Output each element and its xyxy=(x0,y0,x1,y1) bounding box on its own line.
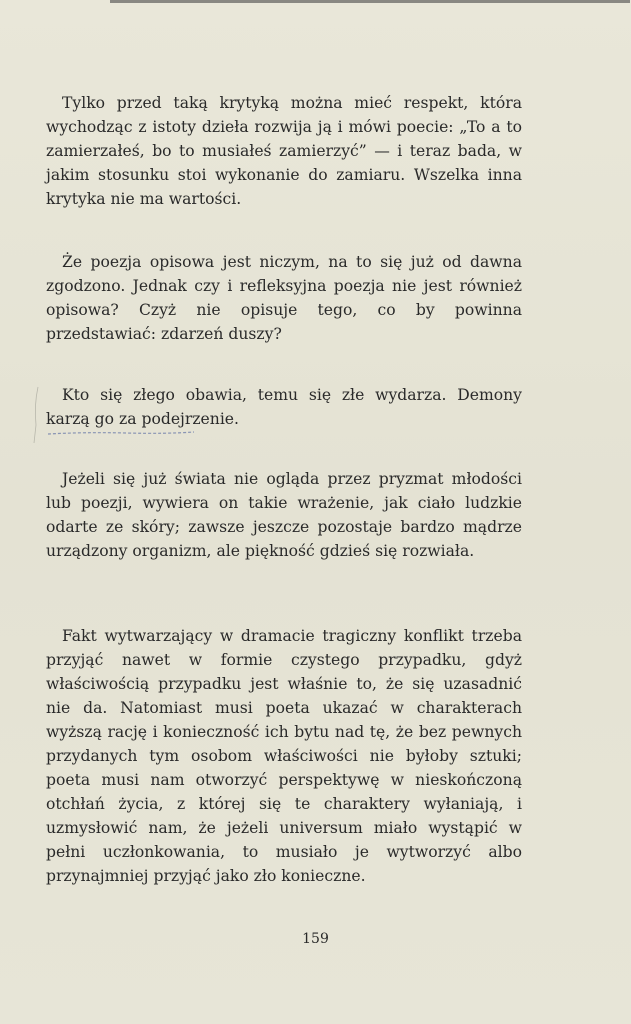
page-number: 159 xyxy=(302,931,329,947)
paragraph-text: Kto się złego obawia, temu się złe wydarza. Demony karzą go za podejrzenie. xyxy=(46,386,522,428)
paragraph-text: Jeżeli się już świata nie ogląda przez pryzmat młodości lub poezji, wywiera on takie wrażenie, jak ciało ludzkie odarte ze skóry; zawsze jeszcze pozostaje bardzo mądrze urządzony organizm, ale piękność gdzieś się rozwiała. xyxy=(46,470,522,560)
paragraph-1 xyxy=(46,91,522,211)
paragraph-4 xyxy=(46,467,522,563)
paragraph-text: Fakt wytwarzający w dramacie tragiczny konflikt trzeba przyjąć nawet w formie czystego przypadku, gdyż właściwością przypadku jest właśnie to, że się uzasadnić nie da. Natomiast musi poeta ukazać w charakterach wyższą rację i konieczność ich bytu nad tę, że bez pewnych przydanych tym osobom właściwości nie byłoby sztuki; poeta musi nam otworzyć perspektywę w nieskończoną otchłań życia, z której się te charaktery wyłaniają, i uzmysłowić nam, że jeżeli universum miało wystąpić w pełni uczłonkowania, to musiało je wytworzyć albo przynajmniej przyjąć jako zło konieczne. xyxy=(46,627,522,885)
paragraph-2 xyxy=(46,250,522,346)
paragraph-3 xyxy=(46,383,522,431)
pencil-margin-mark xyxy=(30,385,42,445)
pencil-underline xyxy=(46,430,196,436)
paragraph-text: Tylko przed taką krytyką można mieć respekt, która wychodząc z istoty dzieła rozwija ją i mówi poecie: „To a to zamierzałeś, bo to musiałeś zamierzyć” — i teraz bada, w jakim stosunku stoi wykonanie do zamiaru. Wszelka inna krytyka nie ma wartości. xyxy=(46,94,522,208)
paragraph-text: Że poezja opisowa jest niczym, na to się już od dawna zgodzono. Jednak czy i refleksyjna poezja nie jest również opisowa? Czyż nie opisuje tego, co by powinna przedstawiać: zdarzeń duszy? xyxy=(46,253,522,343)
paragraph-5 xyxy=(46,624,522,888)
page-top-edge xyxy=(110,0,630,3)
